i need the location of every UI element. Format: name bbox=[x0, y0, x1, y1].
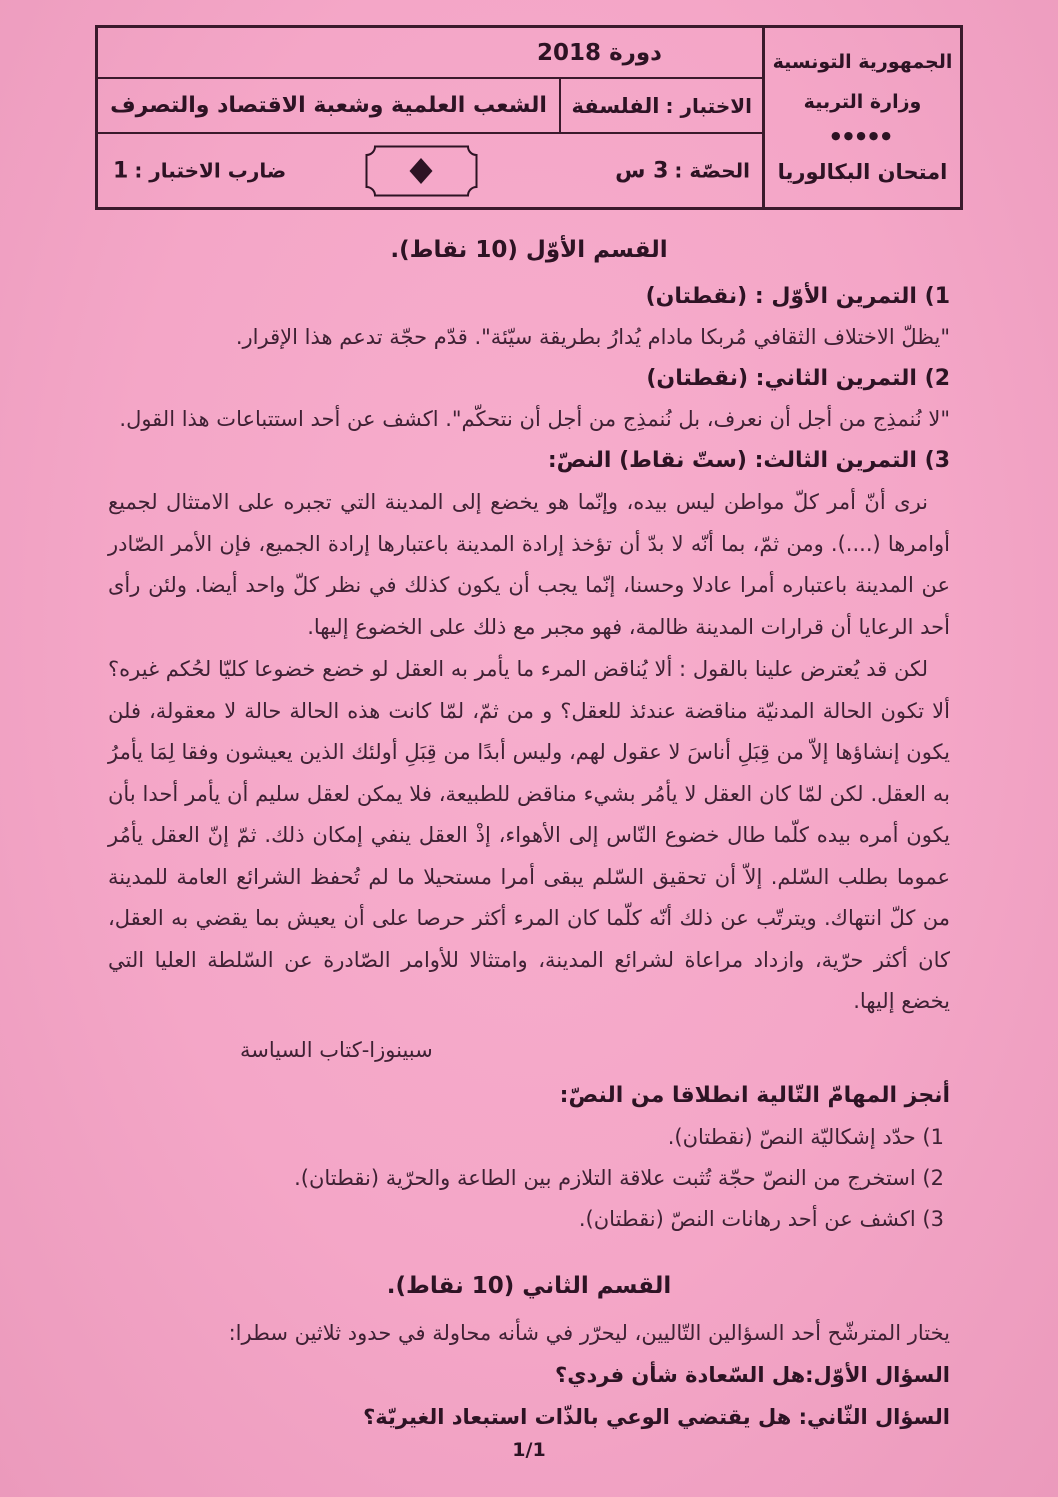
duration-label: الحصّة : bbox=[674, 158, 750, 183]
session-row bbox=[98, 28, 762, 79]
duration bbox=[615, 158, 750, 183]
task-item-3: 3) اكشف عن أحد رهانات النصّ (نقطتان). bbox=[578, 1206, 944, 1231]
ministry-name: وزارة التربية bbox=[803, 90, 922, 113]
tasks-intro: أنجز المهامّ التّالية انطلاقا من النصّ: bbox=[559, 1082, 950, 1108]
exercise1-title: 1) التمرين الأوّل : (نقطتان) bbox=[645, 284, 950, 309]
subject-label: الاختبار : bbox=[665, 93, 752, 118]
coefficient-label: ضارب الاختبار : bbox=[134, 158, 287, 183]
exercise2-title: 2) التمرين الثاني: (نقطتان) bbox=[646, 366, 950, 391]
subject-row bbox=[98, 79, 762, 134]
task-item-2: 2) استخرج من النصّ حجّة تُثبت علاقة التلازم بين الطاعة والحرّية (نقطتان). bbox=[294, 1165, 944, 1190]
exam-name: امتحان البكالوريا bbox=[777, 159, 948, 184]
exercise3-title: 3) التمرين الثالث: (ستّ نقاط) النصّ: bbox=[547, 448, 950, 473]
part1-section bbox=[108, 234, 950, 1240]
question2-text: هل يقتضي الوعي بالذّات استبعاد الغيريّة؟ bbox=[363, 1404, 799, 1429]
coefficient bbox=[113, 158, 286, 183]
text-source: سبينوزا-كتاب السياسة bbox=[240, 1037, 433, 1062]
part1-title: القسم الأوّل (10 نقاط). bbox=[390, 237, 668, 263]
republic-country: الجمهورية التونسية bbox=[772, 51, 953, 74]
header-left-area bbox=[98, 28, 762, 207]
dots-separator-icon: ●●●●● bbox=[831, 129, 894, 143]
part2-title: القسم الثاني (10 نقاط). bbox=[386, 1272, 672, 1299]
session-year: دورة 2018 bbox=[537, 39, 662, 66]
branches-label: الشعب العلمية وشعبة الاقتصاد والتصرف bbox=[110, 93, 547, 118]
duration-value: 3 س bbox=[615, 158, 669, 183]
philosophy-text-paragraph-1: نرى أنّ أمر كلّ مواطن ليس بيده، وإنّما هو يخضع إلى المدينة التي تجبره على الامتثال لجميع أوامرها (....). ومن ثمّ، بما أنّه لا بدّ أن تؤخذ إرادة المدينة باعتبارها إرادة الجميع، فإن الأمر الصّادر عن المدينة باعتباره أمرا عادلا وحسنا، إنّما يجب أن يكون كذلك في نظر كلّ واحد أيضا. ولئن رأى أحد الرعايا أن قرارات المدينة ظالمة، فهو مجبر مع ذلك على الخضوع إليها. bbox=[108, 490, 950, 639]
part2-intro: يختار المترشّح أحد السؤالين التّاليين، ليحرّر في شأنه محاولة في حدود ثلاثين سطرا: bbox=[228, 1320, 950, 1345]
subject-value: الفلسفة bbox=[571, 93, 660, 118]
subject-cell bbox=[559, 79, 762, 132]
branches-cell bbox=[98, 79, 559, 132]
task-item-1: 1) حدّد إشكاليّة النصّ (نقطتان). bbox=[667, 1124, 944, 1149]
question-1 bbox=[108, 1354, 950, 1396]
question1-label: السؤال الأوّل: bbox=[805, 1362, 950, 1387]
republic-column bbox=[762, 28, 960, 207]
exam-header-table bbox=[95, 25, 963, 210]
page-number: 1/1 bbox=[512, 1439, 546, 1461]
philosophy-text-paragraph-2: لكن قد يُعترض علينا بالقول : ألا يُناقض المرء ما يأمر به العقل لو خضع خضوعا كليّا لحُكم غيره؟ ألا تكون الحالة المدنيّة مناقضة عندئذ للعقل؟ و من ثمّ، لمّا كانت هذه الحالة حالة لا معقولة، فلن يكون إنشاؤها إلاّ من قِبَلِ أناسَ لا عقول لهم، وليس أبدًا من قِبَلِ أولئك الذين يعيشون وفقا لِمَا يأمرُ به العقل. لكن لمّا كان العقل لا يأمُر بشيء مناقض للطبيعة، فلا يمكن لعقل سليم أن يأمر أحدا بأن يكون أمره بيده كلّما طال خضوع النّاس إلى الأهواء، إذْ العقل ينفي إمكان ذلك. ثمّ إنّ العقل يأمُر عموما بطلب السّلم. إلاّ أن تحقيق السّلم يبقى أمرا مستحيلا ما لم تُحفظ الشرائع العامة للمدينة من كلّ انتهاك. ويترتّب عن ذلك أنّه كلّما كان المرء أكثر حرصا على أن يعيش بما يقضي به العقل، كان أكثر حرّية، وازداد مراعاة لشرائع المدينة، وامتثالا للأوامر الصّادرة عن السّلطة العليا التي يخضع إليها. bbox=[108, 657, 950, 1013]
exam-body bbox=[108, 218, 950, 1438]
diamond-icon bbox=[410, 158, 433, 184]
duration-coefficient-row bbox=[98, 134, 762, 207]
coefficient-value: 1 bbox=[113, 158, 129, 183]
question1-text: هل السّعادة شأن فردي؟ bbox=[555, 1362, 806, 1387]
question2-label: السؤال الثّاني: bbox=[798, 1404, 950, 1429]
exercise2-text: "لا نُنمذِج من أجل أن نعرف، بل نُنمذِج من أجل أن نتحكّم". اكشف عن أحد استتباعات هذا القول. bbox=[119, 407, 950, 431]
stamp-plaque bbox=[365, 145, 478, 197]
exercise1-text: "يظلّ الاختلاف الثقافي مُربكا مادام يُدارُ بطريقة سيّئة". قدّم حجّة تدعم هذا الإقرار. bbox=[235, 325, 950, 349]
part2-section bbox=[108, 1270, 950, 1438]
question-2 bbox=[108, 1396, 950, 1438]
